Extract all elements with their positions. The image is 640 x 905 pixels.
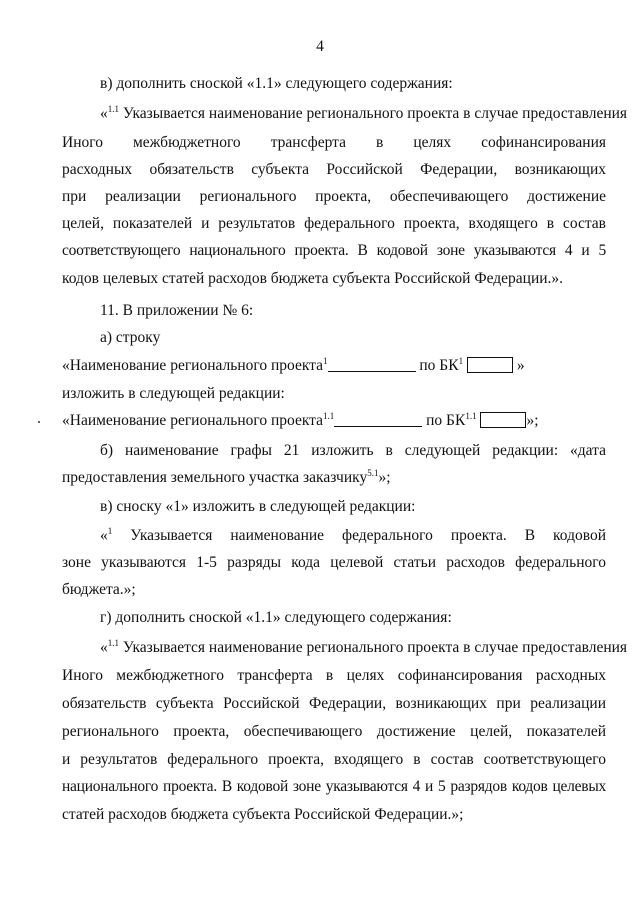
footnote-1-1-b-text-line: Иного межбюджетного трансферта в целях софинансирования расходных xyxy=(62,667,606,684)
footnote-1-1-b-text-line: статей расходов бюджета субъекта Российской Федерации.»; xyxy=(62,806,464,823)
subitem-g-add-footnote: г) дополнить сноской «1.1» следующего содержания: xyxy=(100,609,452,626)
footnote-1-1-text-line: при реализации регионального проекта, обеспечивающего достижение xyxy=(62,188,606,205)
footnote-1-1-b-text-line: национального проекта. В кодовой зоне указываются 4 и 5 разрядов кодов целевых xyxy=(62,778,606,795)
row-old-text: «Наименование регионального проекта$^1$ по $БК^1$ » xyxy=(62,356,525,374)
blank-line xyxy=(334,412,422,427)
page-number: 4 xyxy=(316,38,324,55)
code-box xyxy=(480,412,526,428)
subitem-b-line: б) наименование графы 21 изложить в следующей редакции: «дата xyxy=(100,442,606,459)
footnote-1-1-text-line: соответствующего национального проекта. В кодовой зоне указываются 4 и 5 xyxy=(62,242,606,259)
subitem-b-line: предоставления земельного участка заказчику$^{5.1}$»; xyxy=(62,468,391,486)
footnote-1-1-text-line: расходных обязательств субъекта Российской Федерации, возникающих xyxy=(62,161,606,178)
footnote-1-1-text-line: «$^{1.1}$ Указывается наименование регионального проекта в случае предоставления xyxy=(100,104,628,122)
code-box xyxy=(467,357,513,373)
paragraph-v-add-footnote: в) дополнить сноской «1.1» следующего содержания: xyxy=(100,75,453,92)
footnote-1-text-line: зоне указываются 1-5 разряды кода целевой статьи расходов федерального xyxy=(62,554,606,571)
footnote-1-1-b-text-line: регионального проекта, обеспечивающего достижение целей, показателей xyxy=(62,723,606,740)
restate-phrase: изложить в следующей редакции: xyxy=(62,385,285,402)
subitem-a: а) строку xyxy=(100,329,161,346)
footnote-1-text-line: бюджета.»; xyxy=(62,581,136,598)
footnote-1-1-b-text-line: и результатов федерального проекта, входящего в состав соответствующего xyxy=(62,751,606,768)
row-new-text: «Наименование регионального проекта$^{1.1}$ по $БК^{1.1}$ »; xyxy=(62,411,539,429)
blank-line xyxy=(328,357,416,372)
footnote-1-1-text-line: Иного межбюджетного трансферта в целях софинансирования xyxy=(62,134,606,151)
footnote-1-1-text-line: целей, показателей и результатов федерального проекта, входящего в состав xyxy=(62,215,606,232)
footnote-1-1-b-text-line: обязательств субъекта Российской Федерации, возникающих при реализации xyxy=(62,695,606,712)
subitem-v-footnote-1: в) сноску «1» изложить в следующей редакции: xyxy=(100,498,416,515)
footnote-1-1-text-line: кодов целевых статей расходов бюджета субъекта Российской Федерации.». xyxy=(62,270,564,287)
item-11-heading: 11. В приложении № 6: xyxy=(100,302,254,319)
footnote-1-text-line: «$^1$ Указывается наименование федерального проекта. В кодовой xyxy=(100,526,606,544)
margin-mark xyxy=(38,421,40,423)
footnote-1-1-b-text-line: «$^{1.1}$ Указывается наименование регионального проекта в случае предоставления xyxy=(100,638,628,656)
